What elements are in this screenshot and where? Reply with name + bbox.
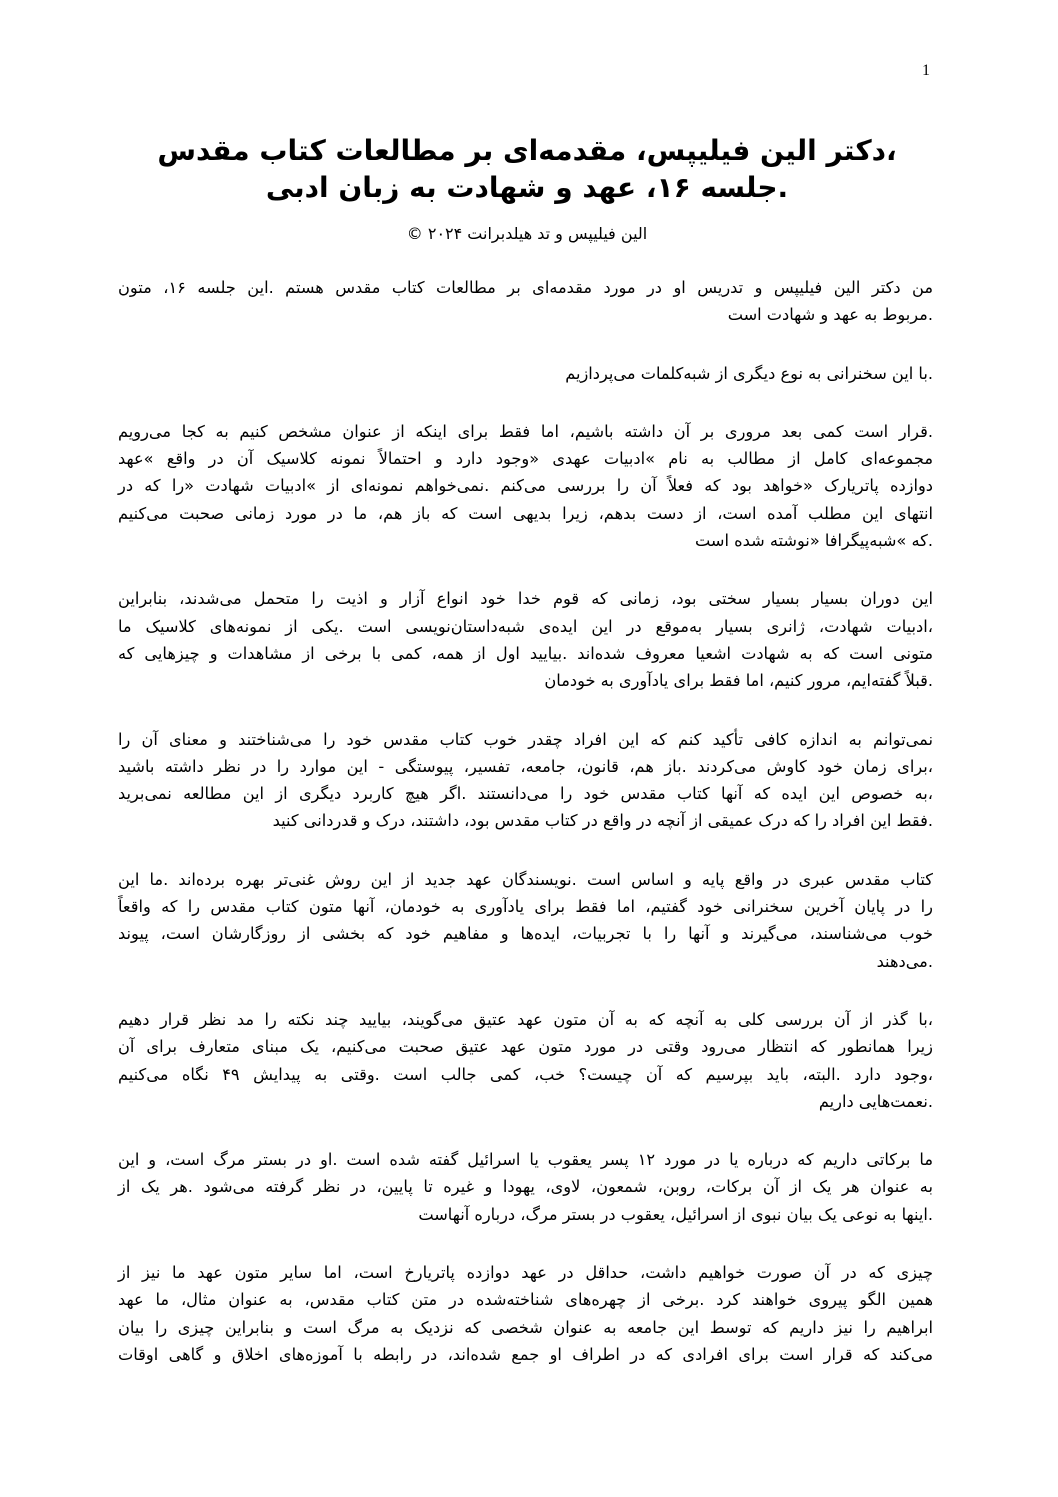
text-line: نمی‌توانم به اندازه کافی تأکید کنم که این افراد چقدر خوب کتاب مقدس خود را می‌شناختند و معنای آن را	[118, 729, 933, 749]
text-line: ،برای زمان خود کاوش می‌کردند .باز هم، قانون، جامعه، تفسیر، پیوستگی - این موارد را در نظر داشته باشید	[118, 756, 933, 776]
paragraph	[118, 274, 933, 329]
text-line: به عنوان هر یک از آن برکات، روبن، شمعون، لاوی، یهودا و غیره تا پایین، در نظر گرفته می‌شود .هر یک از	[118, 1177, 933, 1197]
text-line: .قرار است کمی بعد مروری بر آن داشته باشیم، اما فقط برای اینکه از عنوان مشخص کنیم به کجا می‌رویم	[118, 421, 933, 441]
text-line: ،وجود دارد .البته، باید بپرسیم که آن چیست؟ خب، کمی جالب است .وقتی به پیدایش ۴۹ نگاه می‌کنیم	[118, 1064, 934, 1084]
text-line: چیزی که در آن صورت خواهیم داشت، حداقل در عهد دوازده پاتریارخ است، اما سایر متون عهد ما نیز از	[118, 1263, 933, 1283]
text-line: .قبلاً گفته‌ایم، مرور کنیم، اما فقط برای یادآوری به خودمان	[544, 671, 933, 691]
text-line: مجموعه‌ای کامل از مطالب به نام »ادبیات عهدی «وجود دارد و احتمالاً نمونه کلاسیک آن در واقع »عهد	[118, 449, 933, 469]
text-line: کتاب مقدس عبری در واقع پایه و اساس است .نویسندگان عهد جدید از این روش غنی‌تر بهره برده‌اند .ما این	[118, 869, 933, 889]
title-line-2: .جلسه ۱۶، عهد و شهادت به زبان ادبی	[265, 171, 789, 204]
text-line: را در پایان آخرین سخنرانی خود گفتیم، اما فقط برای یادآوری به خودمان، آنها متون کتاب مقدس را که واقعاً	[118, 897, 933, 917]
text-line: .نعمت‌هایی داریم	[818, 1091, 933, 1111]
title-line-1: ،دکتر الین فیلیپس، مقدمه‌ای بر مطالعات کتاب مقدس	[157, 134, 897, 167]
text-line: دوازده پاتریارک «خواهد بود که فعلاً آن را بررسی می‌کنم .نمی‌خواهم نمونه‌ای از »ادبیات شهادت «را که در	[118, 476, 933, 496]
paragraph	[118, 1006, 933, 1115]
text-line: ،با گذر از آن بررسی کلی به آنچه که به آن متون عهد عتیق می‌گویند، بیایید چند نکته را مد نظر قرار دهیم	[118, 1009, 933, 1029]
text-line: .می‌دهند	[876, 951, 933, 971]
text-line: .با این سخنرانی به نوع دیگری از شبه‌کلمات می‌پردازیم	[565, 363, 933, 383]
page-number: 1	[922, 62, 930, 79]
text-line: می‌کند که قرار است برای افرادی که در اطراف او جمع شده‌اند، در رابطه با آموزه‌های اخلاق و گاهی اوقات	[118, 1344, 933, 1364]
paragraph	[118, 1259, 933, 1368]
text-line: خوب می‌شناسند، می‌گیرند و آنها را با تجربیات، ایده‌ها و مفاهیم خود که بخشی از روزگارشان است، پیوند	[118, 924, 933, 944]
text-line: متونی است که به شهادت اشعیا معروف شده‌اند .بیایید اول از همه، کمی با برخی از مشاهدات و چیزهایی که	[118, 643, 933, 663]
paragraph	[118, 585, 933, 694]
paragraph	[118, 418, 933, 554]
text-line: .که »شبه‌پیگرافا «نوشته شده است	[695, 531, 933, 551]
text-line: .فقط این افراد را که درک عمیقی از آنچه در واقع در کتاب مقدس بود، داشتند، درک و قدردانی کنید	[272, 811, 933, 831]
text-line: ،به خصوص این ایده که آنها کتاب مقدس خود را می‌دانستند .اگر هیچ کاربرد دیگری از این مطالعه نمی‌برید	[118, 784, 933, 804]
text-line: زیرا همانطور که انتظار می‌رود وقتی در مورد متون عهد عتیق صحبت می‌کنیم، یک مبنای متعارف برای آن	[118, 1037, 933, 1057]
text-line: همین الگو پیروی خواهند کرد .برخی از چهره‌های شناخته‌شده در متن کتاب مقدس، به عنوان مثال، ما عهد	[118, 1290, 933, 1310]
text-line: ابراهیم را نیز داریم که توسط این جامعه به عنوان شخصی که نزدیک به مرگ است و بنابراین چیزی را بیان	[118, 1317, 933, 1337]
author-copyright: الین فیلیپس و تد هیلدبرانت ۲۰۲۴ ©	[406, 224, 648, 243]
document-title	[120, 132, 934, 206]
document-body	[118, 274, 933, 1399]
text-line: .اینها به نوعی یک بیان نبوی از اسرائیل، یعقوب در بستر مرگ، درباره آنهاست	[418, 1204, 933, 1224]
paragraph	[118, 866, 933, 975]
text-line: این دوران بسیار بسیار سختی بود، زمانی که قوم خدا خود انواع آزار و اذیت را متحمل می‌شدند، بنابراین	[118, 589, 933, 609]
text-line: .مربوط به عهد و شهادت است	[727, 305, 933, 325]
text-line: انتهای این مطلب آمده است، از دست بدهم، زیرا بدیهی است که باز هم، ما در مورد زمانی صحبت می‌کنیم	[118, 503, 933, 523]
paragraph	[118, 360, 933, 387]
text-line: ،ادبیات شهادت، ژانری بسیار به‌موقع در این ایده‌ی شبه‌داستان‌نویسی است .یکی از نمونه‌های کلاسیک ما	[118, 616, 933, 636]
paragraph	[118, 1146, 933, 1228]
text-line: ما برکاتی داریم که درباره یا در مورد ۱۲ پسر یعقوب یا اسرائیل گفته شده است .او در بستر مرگ است، و این	[118, 1150, 933, 1170]
paragraph	[118, 726, 933, 835]
text-line: من دکتر الین فیلیپس و تدریس او در مورد مقدمه‌ای بر مطالعات کتاب مقدس هستم .این جلسه ۱۶، متون	[118, 278, 933, 297]
